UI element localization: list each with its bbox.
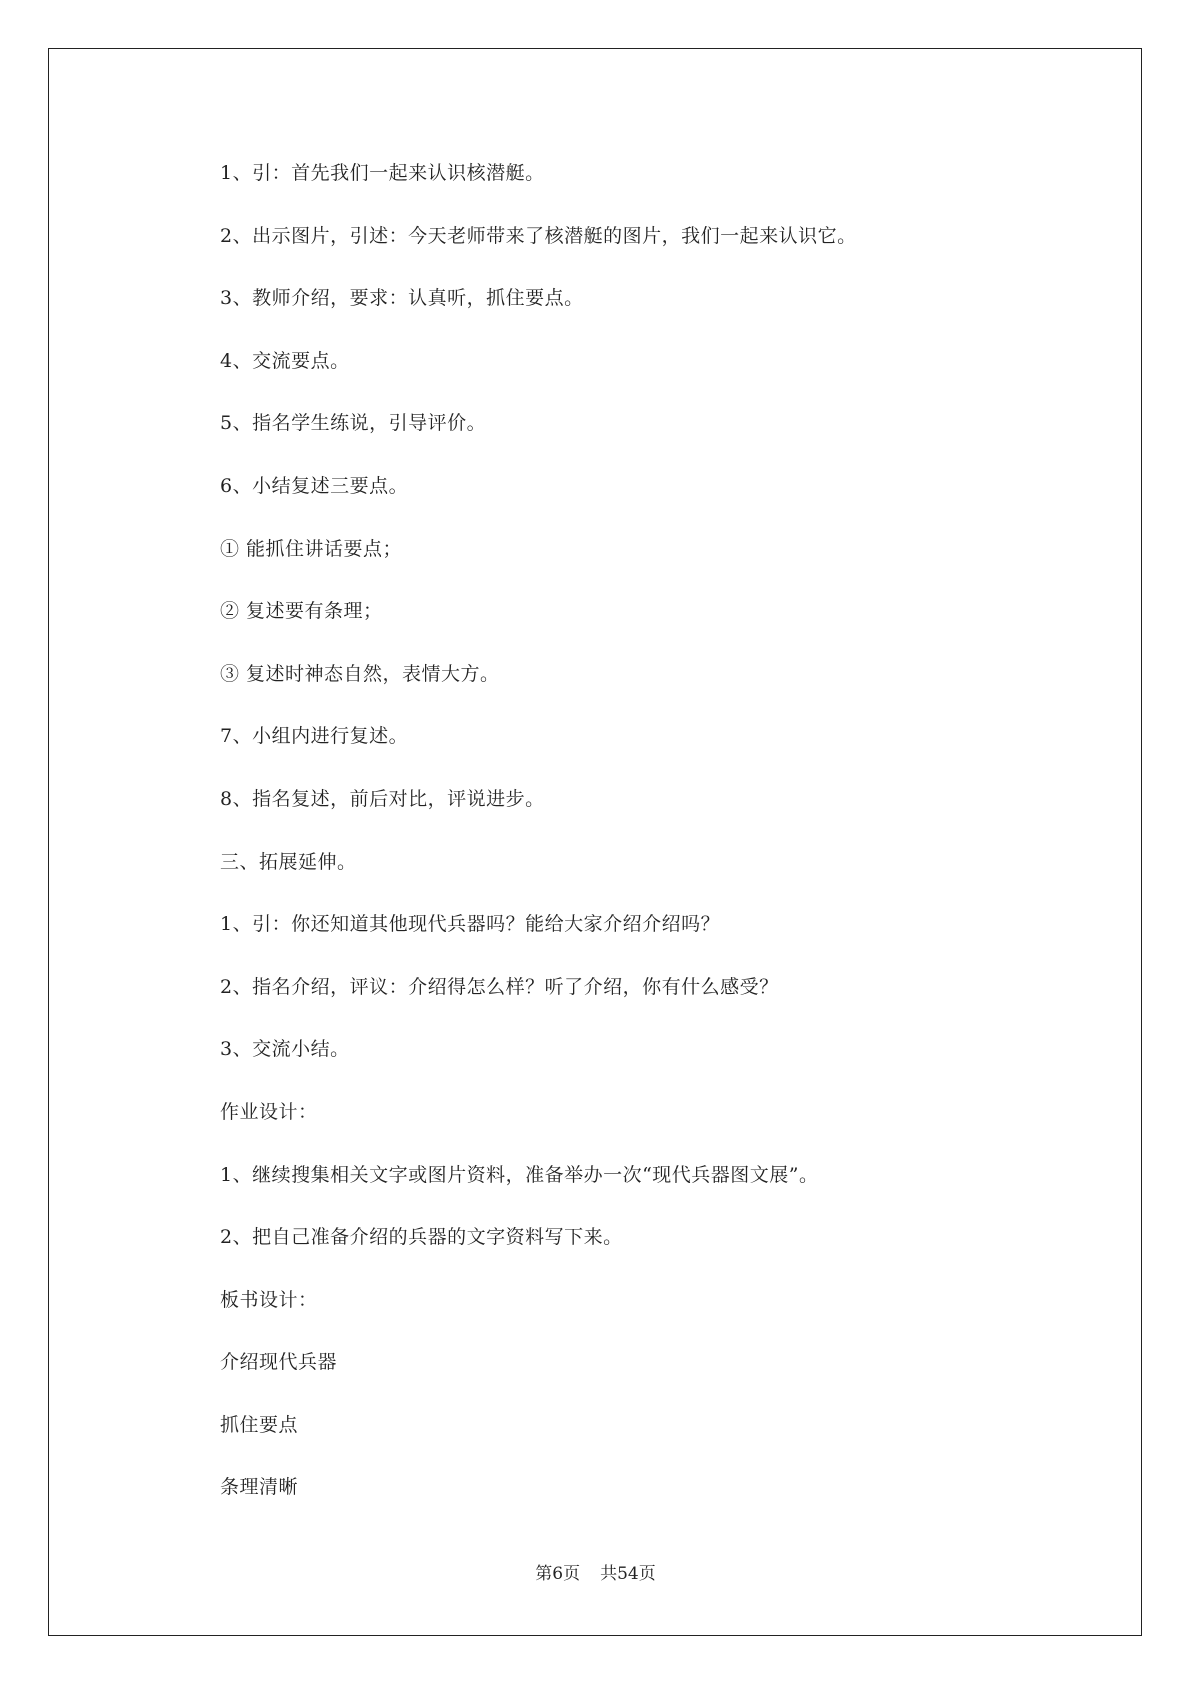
paragraph-line: ③ 复述时神态自然，表情大方。	[220, 662, 500, 685]
paragraph-line: 2、指名介绍，评议：介绍得怎么样？听了介绍，你有什么感受？	[220, 975, 779, 998]
board-item: 抓住要点	[220, 1413, 299, 1436]
paragraph-line: 6、小结复述三要点。	[220, 474, 409, 497]
paragraph-line: 2、出示图片，引述：今天老师带来了核潜艇的图片，我们一起来认识它。	[220, 224, 857, 247]
board-item: 条理清晰	[220, 1476, 299, 1499]
paragraph-line: 4、交流要点。	[220, 349, 350, 372]
paragraph-line: ① 能抓住讲话要点；	[220, 537, 403, 560]
page-number: 第6页	[535, 1564, 581, 1584]
paragraph-line: 2、把自己准备介绍的兵器的文字资料写下来。	[220, 1226, 623, 1249]
section-heading: 作业设计：	[220, 1100, 318, 1123]
page-footer	[0, 1562, 1191, 1586]
paragraph-line: 7、小组内进行复述。	[220, 725, 409, 748]
paragraph-line: 1、引：你还知道其他现代兵器吗？能给大家介绍介绍吗？	[220, 913, 721, 936]
paragraph-line: ② 复述要有条理；	[220, 600, 383, 623]
paragraph-line: 1、引：首先我们一起来认识核潜艇。	[220, 162, 545, 184]
section-heading: 板书设计：	[220, 1288, 318, 1311]
section-heading: 三、拓展延伸。	[220, 850, 357, 873]
page-total: 共54页	[600, 1564, 656, 1584]
paragraph-line: 5、指名学生练说，引导评价。	[220, 412, 487, 435]
document-body	[220, 158, 1100, 1535]
paragraph-line: 3、交流小结。	[220, 1038, 350, 1061]
paragraph-line: 1、继续搜集相关文字或图片资料，准备举办一次“现代兵器图文展”。	[220, 1163, 819, 1186]
paragraph-line: 3、教师介绍，要求：认真听，抓住要点。	[220, 287, 584, 310]
board-item: 介绍现代兵器	[220, 1351, 338, 1374]
paragraph-line: 8、指名复述，前后对比，评说进步。	[220, 787, 545, 810]
